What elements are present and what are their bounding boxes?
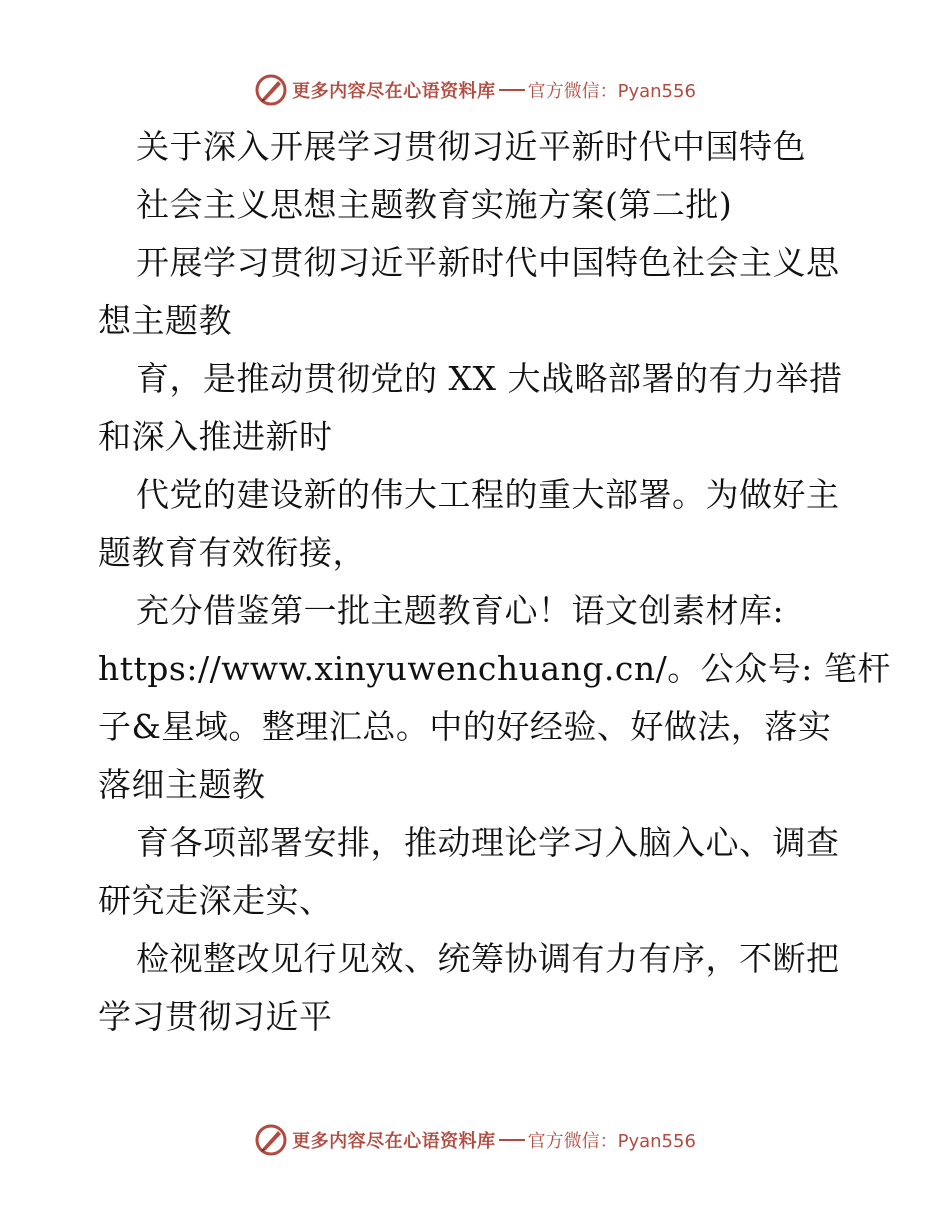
text-line: 落细主题教 <box>98 765 266 804</box>
text-line: 研究走深走实、 <box>98 881 333 920</box>
text-line: 关于深入开展学习贯彻习近平新时代中国特色 <box>136 127 806 166</box>
banner-text: 更多内容尽在心语资料库 <box>292 81 496 102</box>
banner-divider <box>499 1139 525 1141</box>
text-line: 学习贯彻习近平 <box>98 997 333 1036</box>
banner-divider <box>499 89 525 91</box>
text-line: 和深入推进新时 <box>98 417 333 456</box>
text-line: 育，是推动贯彻党的 XX 大战略部署的有力举措 <box>136 359 843 398</box>
text-line: 代党的建设新的伟大工程的重大部署。为做好主 <box>136 475 840 514</box>
document-body <box>98 118 891 1046</box>
quill-logo-icon <box>254 1123 288 1157</box>
banner-wechat: 官方微信：Pyan556 <box>527 81 696 102</box>
text-line: 充分借鉴第一批主题教育心！语文创素材库: <box>136 591 785 630</box>
footer-banner <box>0 1120 950 1160</box>
text-line: 检视整改见行见效、统筹协调有力有序，不断把 <box>136 939 840 978</box>
text-line: 想主题教 <box>98 301 232 340</box>
banner-text: 更多内容尽在心语资料库 <box>292 1131 496 1152</box>
text-line: 开展学习贯彻习近平新时代中国特色社会主义思 <box>136 243 840 282</box>
banner-wechat: 官方微信：Pyan556 <box>527 1131 696 1152</box>
header-banner <box>0 70 950 110</box>
text-line: 题教育有效衔接， <box>98 533 366 572</box>
text-line: 子&星域。整理汇总。中的好经验、好做法，落实 <box>98 707 832 746</box>
text-line: 育各项部署安排，推动理论学习入脑入心、调查 <box>136 823 840 862</box>
text-line: 社会主义思想主题教育实施方案(第二批) <box>136 185 733 224</box>
text-line: https://www.xinyuwenchuang.cn/。公众号: 笔杆 <box>98 649 891 688</box>
quill-logo-icon <box>254 73 288 107</box>
